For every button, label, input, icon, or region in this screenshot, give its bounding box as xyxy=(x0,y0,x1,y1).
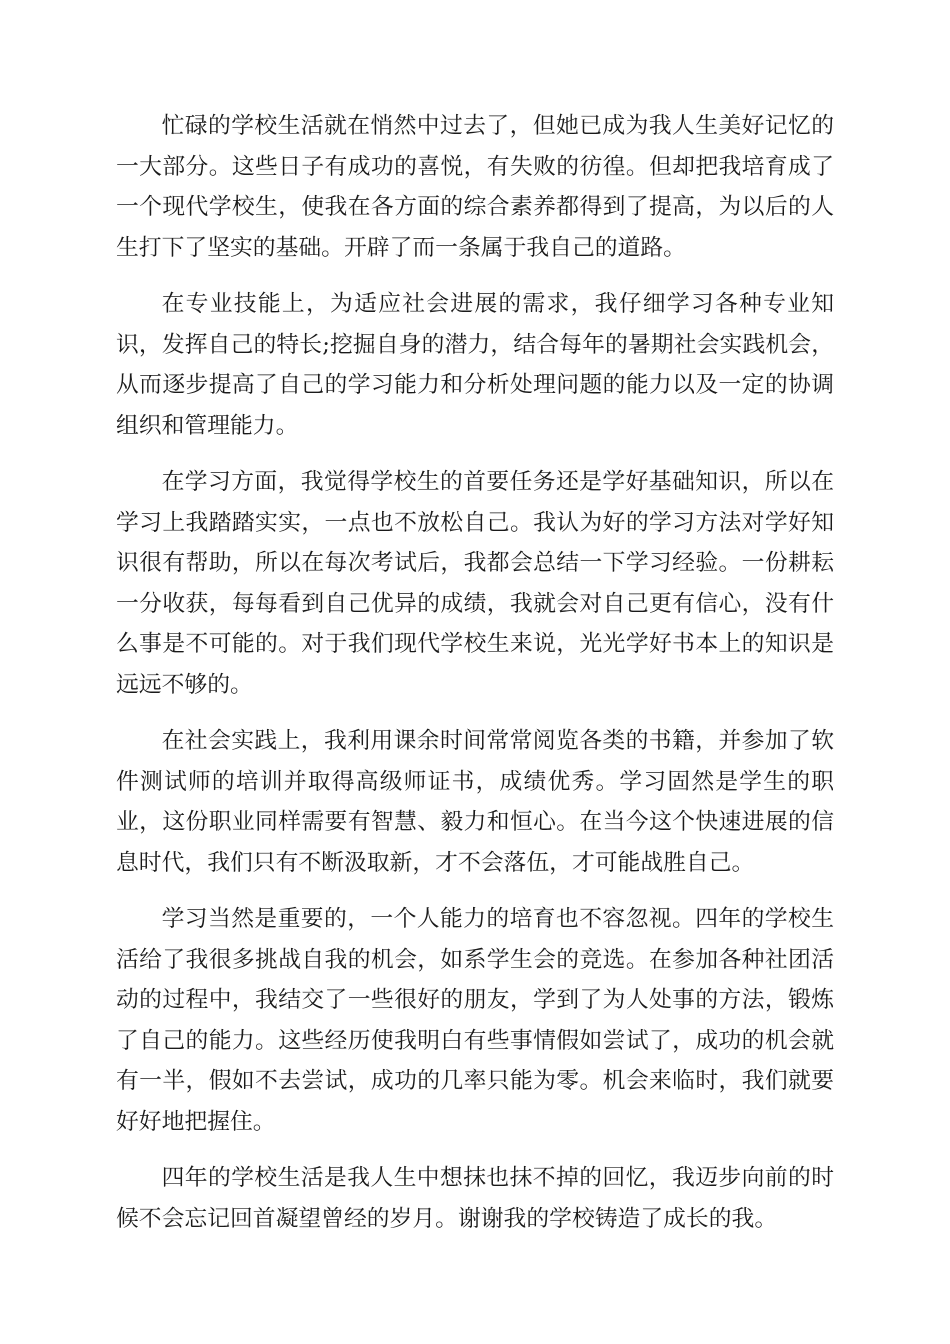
paragraph-4: 在社会实践上，我利用课余时间常常阅览各类的书籍，并参加了软件测试师的培训并取得高级师证书，成绩优秀。学习固然是学生的职业，这份职业同样需要有智慧、毅力和恒心。在当今这个快速进展的信息时代，我们只有不断汲取新，才不会落伍，才可能战胜自己。 xyxy=(116,728,834,876)
paragraph-2: 在专业技能上，为适应社会进展的需求，我仔细学习各种专业知识，发挥自己的特长;挖掘自身的潜力，结合每年的暑期社会实践机会，从而逐步提高了自己的学习能力和分析处理问题的能力以及一定的协调组织和管理能力。 xyxy=(116,291,834,439)
document-body xyxy=(116,106,834,1255)
paragraph-6: 四年的学校生活是我人生中想抹也抹不掉的回忆，我迈步向前的时候不会忘记回首凝望曾经的岁月。谢谢我的学校铸造了成长的我。 xyxy=(116,1165,834,1232)
paragraph-3: 在学习方面，我觉得学校生的首要任务还是学好基础知识，所以在学习上我踏踏实实，一点也不放松自己。我认为好的学习方法对学好知识很有帮助，所以在每次考试后，我都会总结一下学习经验。一份耕耘一分收获，每每看到自己优异的成绩，我就会对自己更有信心，没有什么事是不可能的。对于我们现代学校生来说，光光学好书本上的知识是远远不够的。 xyxy=(116,469,834,698)
paragraph-1: 忙碌的学校生活就在悄然中过去了，但她已成为我人生美好记忆的一大部分。这些日子有成功的喜悦，有失败的彷徨。但却把我培育成了一个现代学校生，使我在各方面的综合素养都得到了提高，为以后的人生打下了坚实的基础。开辟了而一条属于我自己的道路。 xyxy=(116,113,834,261)
paragraph-5: 学习当然是重要的，一个人能力的培育也不容忽视。四年的学校生活给了我很多挑战自我的机会，如系学生会的竞选。在参加各种社团活动的过程中，我结交了一些很好的朋友，学到了为人处事的方法，锻炼了自己的能力。这些经历使我明白有些事情假如尝试了，成功的机会就有一半，假如不去尝试，成功的几率只能为零。机会来临时，我们就要好好地把握住。 xyxy=(116,906,834,1135)
